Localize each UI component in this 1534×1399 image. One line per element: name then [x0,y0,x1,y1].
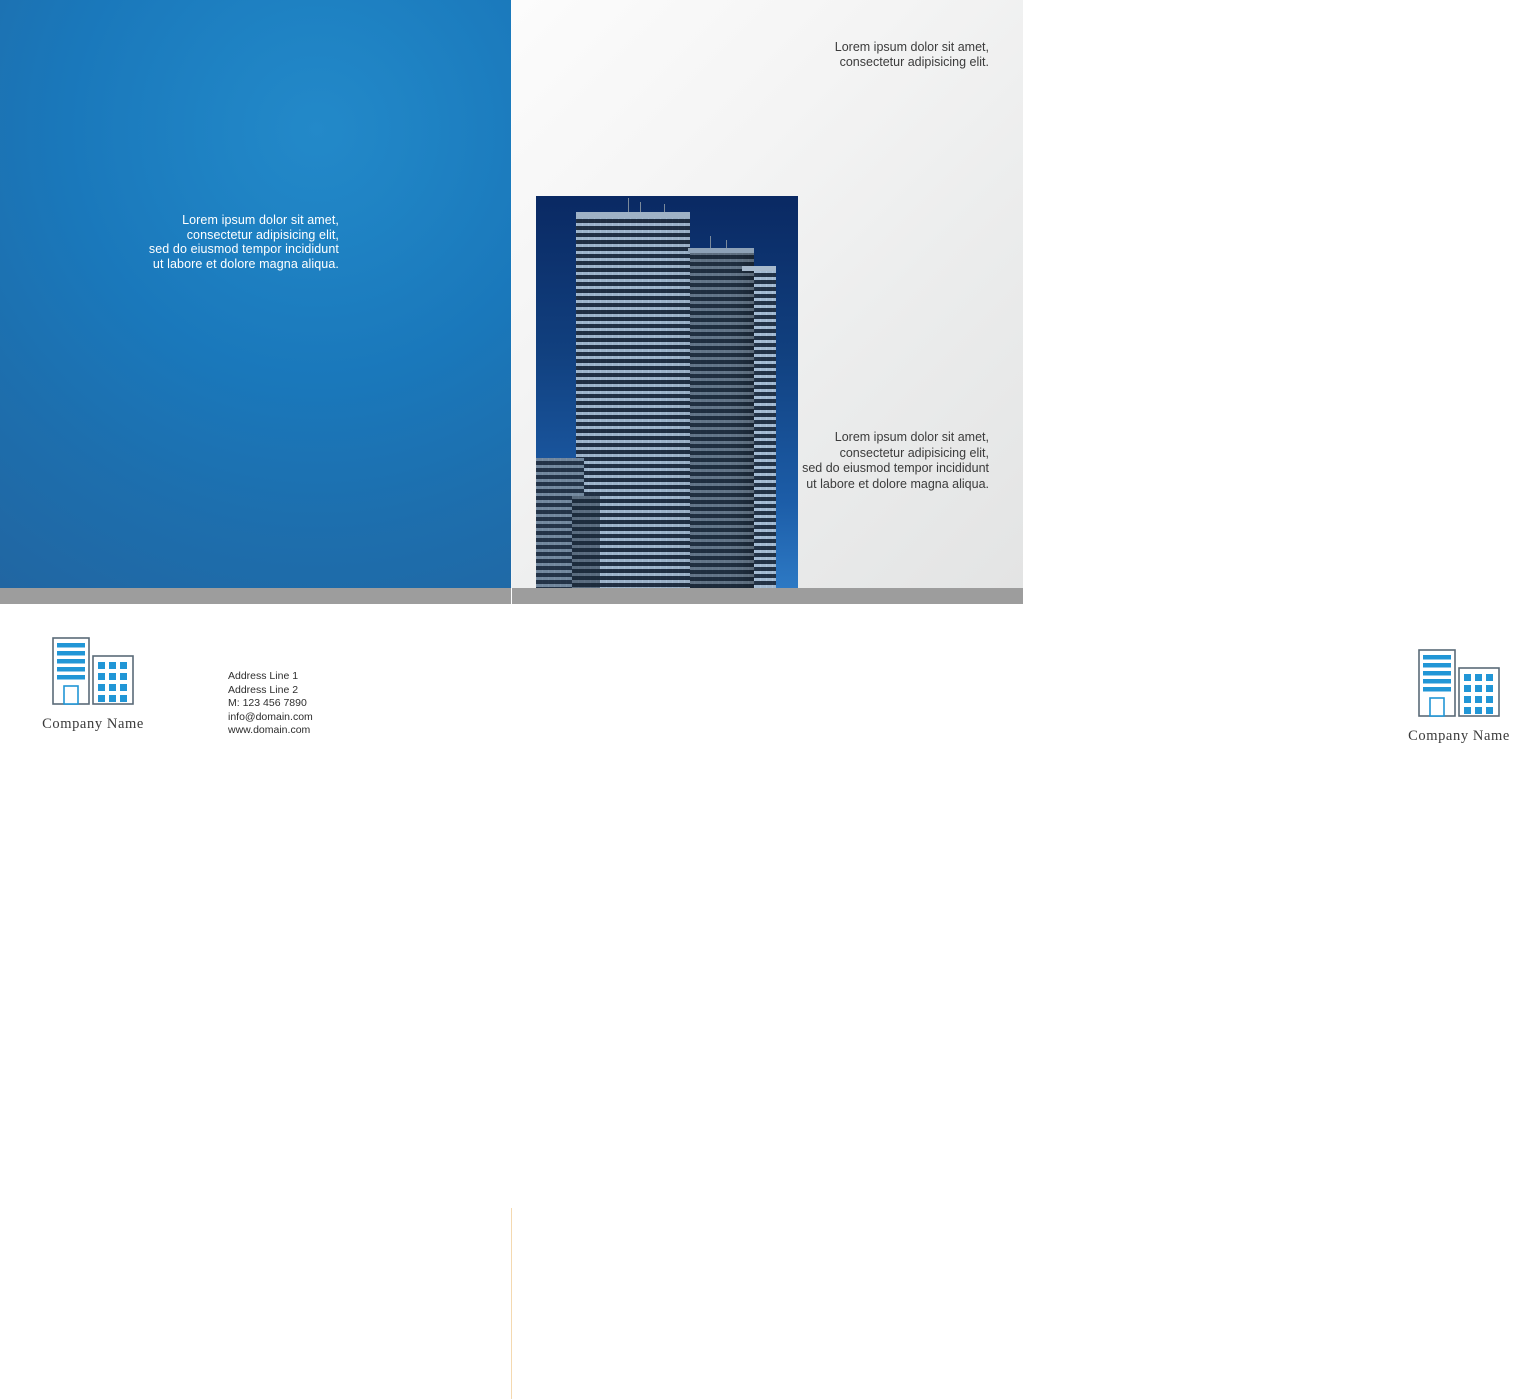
inner-right-body-line-2: consectetur adipisicing elit, [839,445,989,460]
email-line[interactable]: info@domain.com [228,710,313,723]
photo-building-foreground-2 [572,496,600,588]
inner-left-text-block [79,213,339,271]
building-icon [45,632,141,712]
photo-tower-roof [688,248,754,253]
website-line[interactable]: www.domain.com [228,724,311,736]
inner-right-header-text [689,40,989,70]
inner-right-body-line-3: sed do eiusmod tempor incididunt [802,461,989,475]
inner-right-header-line-1: Lorem ipsum dolor sit amet, [834,40,989,54]
panel-divider [511,0,512,588]
address-block [228,670,313,738]
building-icon [1411,644,1507,724]
front-cover-logo-block [1384,644,1534,745]
address-line-1: Address Line 1 [228,670,299,682]
skyscraper-photo [536,196,798,588]
inner-right-header-line-2: consectetur adipisicing elit. [839,55,989,69]
front-cover-company-name: Company Name [1408,728,1510,744]
gray-band-fold-mark [511,588,512,604]
back-cover-logo-block [18,632,168,733]
inner-left-text-line-2: consectetur adipisicing elit, [186,227,339,242]
front-cover-panel [511,604,1510,795]
inner-right-body-line-1: Lorem ipsum dolor sit amet, [834,430,989,444]
back-cover-company-name: Company Name [42,716,144,732]
address-line-2: Address Line 2 [228,683,299,696]
brochure-outer-spread [0,604,1510,795]
back-cover-panel [0,604,511,795]
photo-tower-roof [576,212,690,218]
brochure-inner-spread [0,0,1023,588]
photo-tower-roof [742,266,776,271]
photo-tower-second [688,252,754,588]
phone-line: M: 123 456 7890 [228,697,307,709]
inner-left-text-line-4: ut labore et dolore magna aliqua. [152,256,339,271]
inner-right-body-line-4: ut labore et dolore magna aliqua. [806,476,989,491]
fold-guide-line [511,1208,512,1399]
inner-left-blue-panel [0,0,511,588]
inner-left-text-line-1: Lorem ipsum dolor sit amet, [182,213,339,227]
inner-left-text-line-3: sed do eiusmod tempor incididunt [148,242,339,256]
